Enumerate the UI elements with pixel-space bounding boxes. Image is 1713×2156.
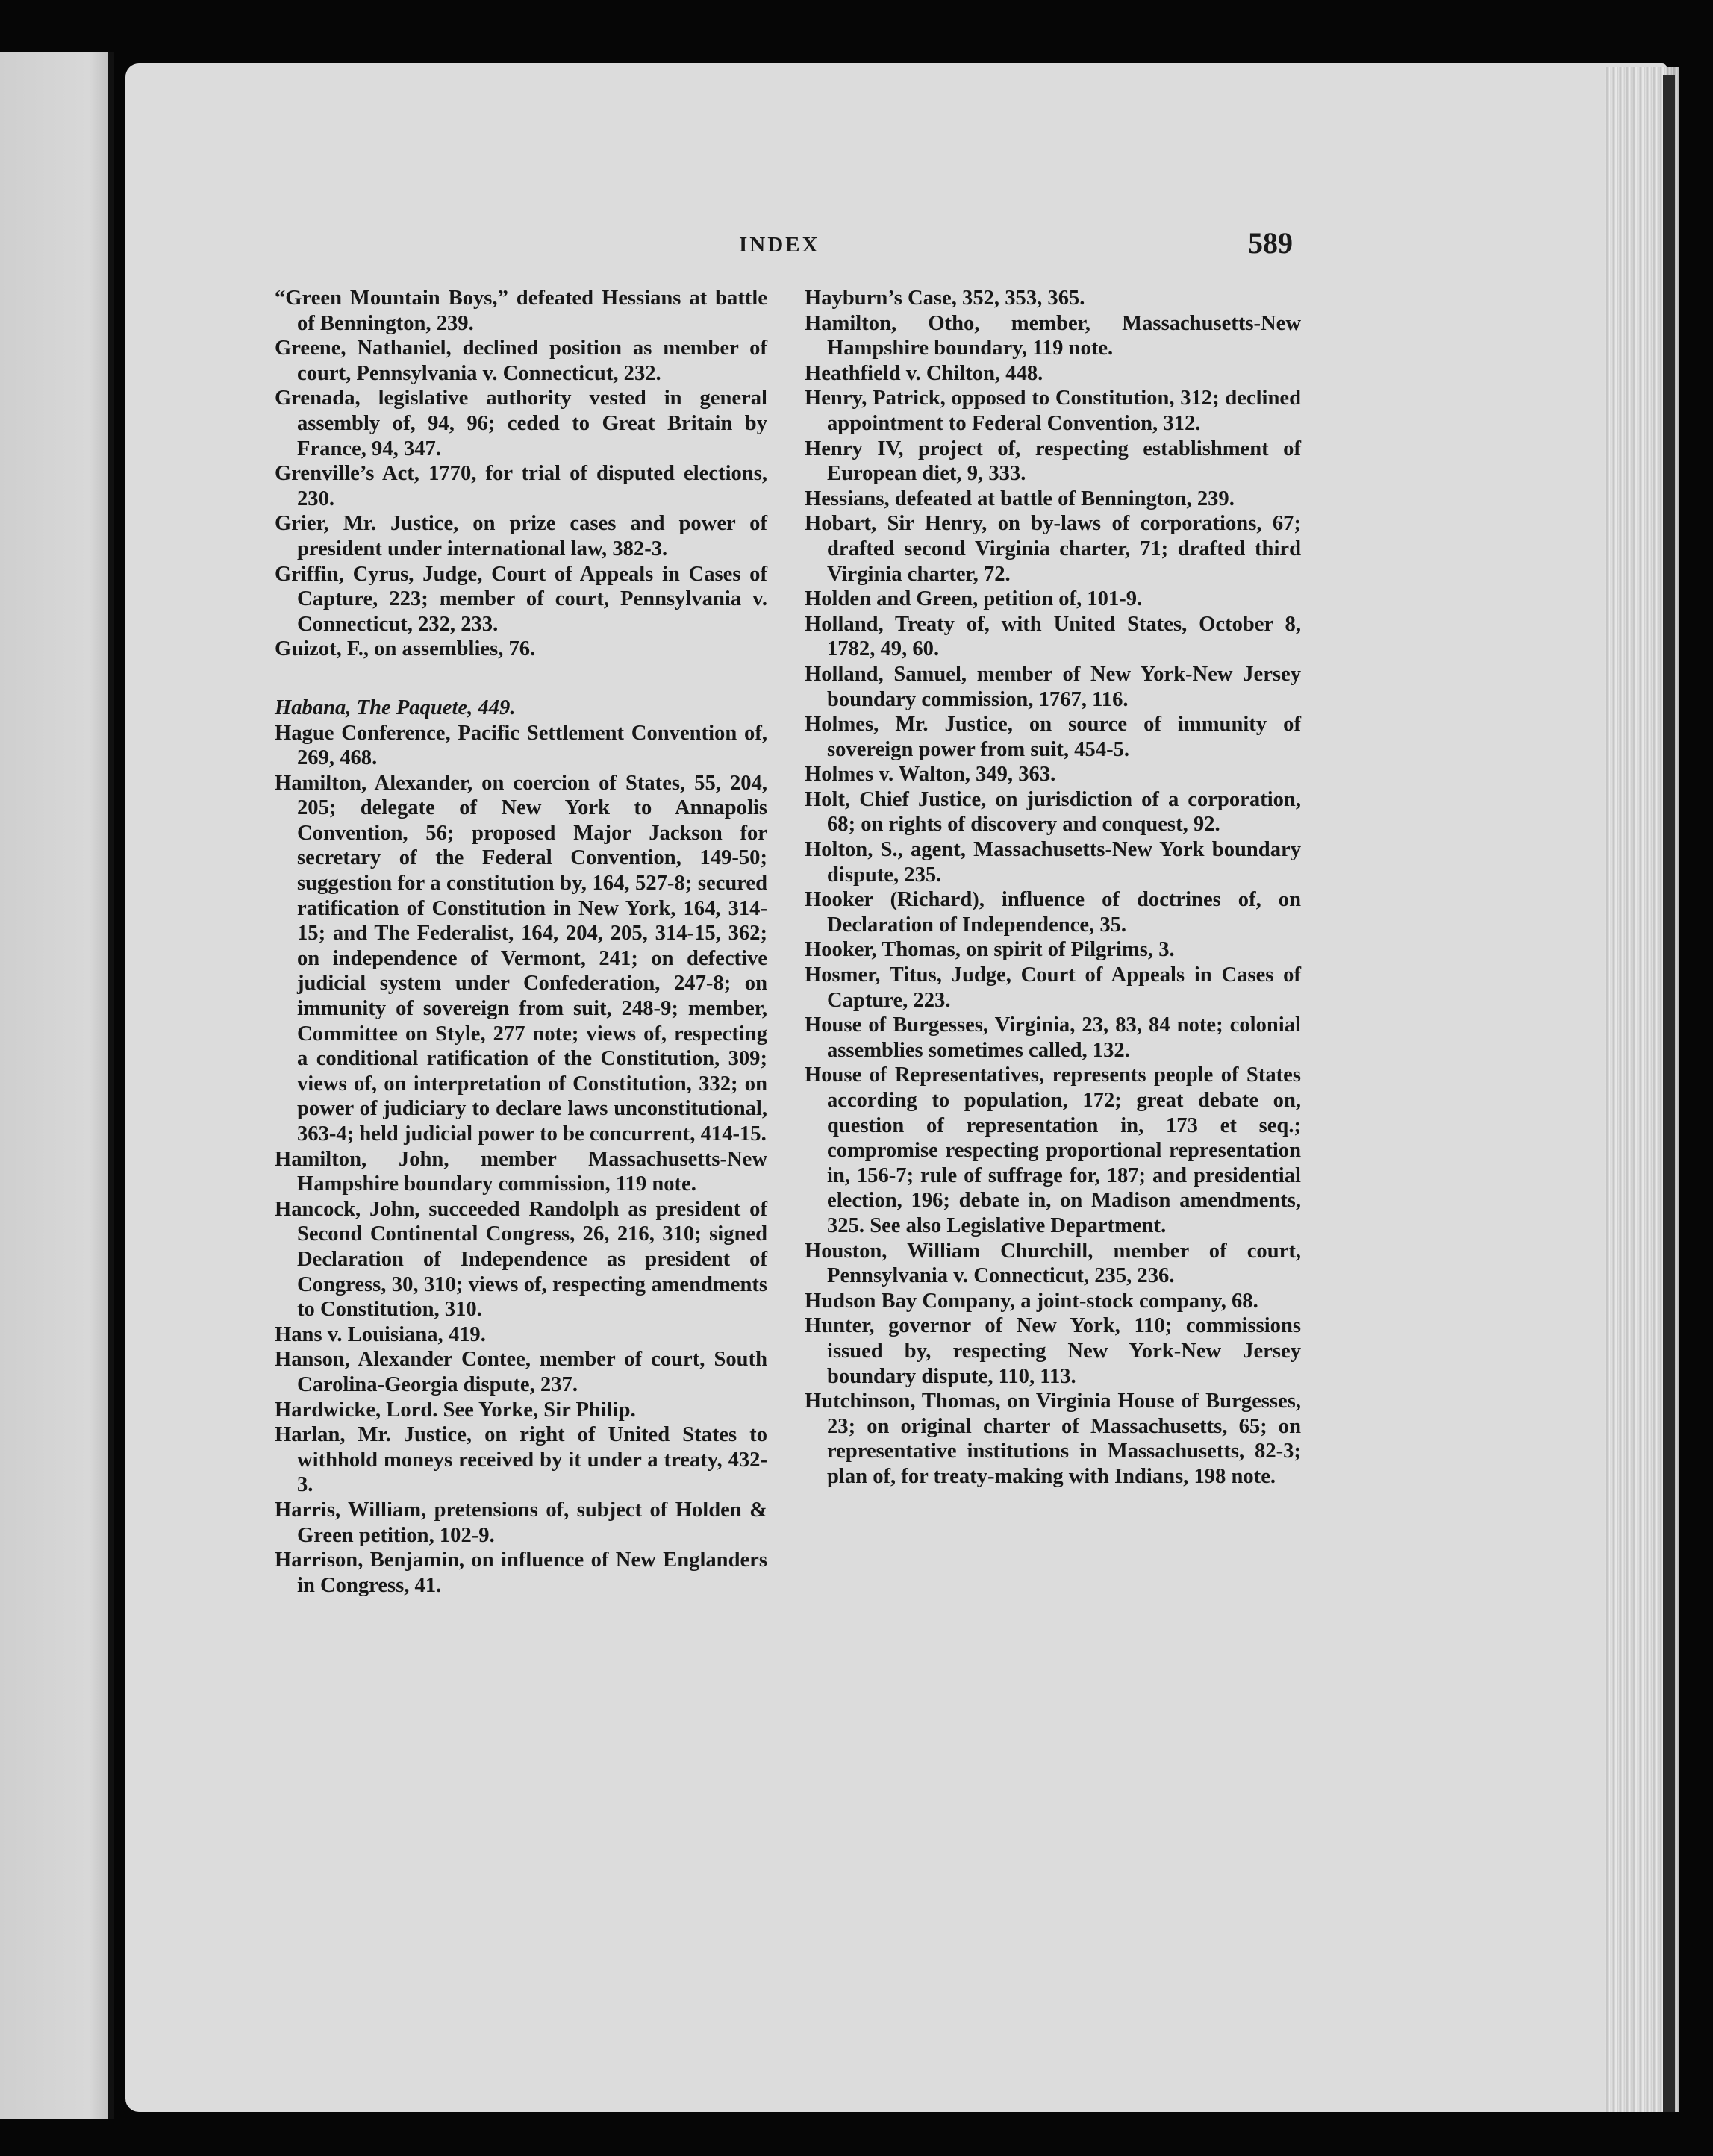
index-entry: Hunter, governor of New York, 110; commissions issued by, respecting New York-New Jersey boundary dispute, 110, 113.: [805, 1314, 1301, 1388]
left-column: [275, 286, 767, 1598]
index-entry: Harris, William, pretensions of, subject of Holden & Green petition, 102-9.: [275, 1498, 767, 1547]
index-entry: Hessians, defeated at battle of Bennington, 239.: [805, 487, 1235, 510]
index-entry: Holmes v. Walton, 349, 363.: [805, 763, 1056, 787]
index-entry: “Green Mountain Boys,” defeated Hessians at battle of Bennington, 239.: [275, 287, 767, 335]
index-entry: House of Representatives, represents people of States according to population, 172; great debate on, question of representation in, 173 et seq.; compromise respecting proportional representation in, 156-7; rule of suffrage for, 187; and presidential election, 196; debate in, on Madison amendments, 325. See also Legislative Department.: [805, 1063, 1301, 1237]
index-entry: Harrison, Benjamin, on influence of New Englanders in Congress, 41.: [275, 1549, 767, 1597]
index-entry: Hutchinson, Thomas, on Virginia House of Burgesses, 23; on original charter of Massachusetts, 65; on representative institutions in Massachusetts, 82-3; plan of, for treaty-making with Indians, 198 note.: [805, 1390, 1301, 1488]
index-entry: Grenada, legislative authority vested in general assembly of, 94, 96; ceded to Great Britain by France, 94, 347.: [275, 387, 767, 460]
cover-edge: [1663, 75, 1675, 2112]
index-entry: Grenville’s Act, 1770, for trial of disputed elections, 230.: [275, 462, 767, 510]
index-entry: Hobart, Sir Henry, on by-laws of corporations, 67; drafted second Virginia charter, 71; drafted third Virginia charter, 72.: [805, 512, 1301, 586]
index-entry: Guizot, F., on assemblies, 76.: [275, 637, 536, 661]
left-page-edge: [0, 52, 112, 2119]
index-entry: Hague Conference, Pacific Settlement Convention of, 269, 468.: [275, 721, 767, 770]
index-entry: Hooker, Thomas, on spirit of Pilgrims, 3.: [805, 938, 1175, 962]
index-entry: House of Burgesses, Virginia, 23, 83, 84 note; colonial assemblies sometimes called, 132.: [805, 1013, 1301, 1062]
index-entry: Hosmer, Titus, Judge, Court of Appeals in Cases of Capture, 223.: [805, 963, 1301, 1012]
index-entry: Holland, Samuel, member of New York-New Jersey boundary commission, 1767, 116.: [805, 662, 1301, 711]
index-entry: Hardwicke, Lord. See Yorke, Sir Philip.: [275, 1398, 636, 1422]
index-entry: Holden and Green, petition of, 101-9.: [805, 587, 1143, 611]
index-entry: Heathfield v. Chilton, 448.: [805, 361, 1043, 385]
index-entry: Hamilton, Alexander, on coercion of States, 55, 204, 205; delegate of New York to Annapolis Convention, 56; proposed Major Jackson for secretary of the Federal Convention, 149-50; suggestion for a constitution by, 164, 527-8; secured ratification of Constitution in New York, 164, 314-15; and The Federalist, 164, 204, 205, 314-15, 362; on independence of Vermont, 241; on defective judicial system under Confederation, 247-8; on immunity of sovereign from suit, 248-9; member, Committee on Style, 277 note; views of, respecting a conditional ratification of the Constitution, 309; views of, on interpretation of Constitution, 332; on power of judiciary to declare laws unconstitutional, 363-4; held judicial power to be concurrent, 414-15.: [275, 771, 767, 1146]
page-number: 589: [1248, 226, 1293, 260]
index-entry: Greene, Nathaniel, declined position as member of court, Pennsylvania v. Connecticut, 232.: [275, 337, 767, 385]
book-gutter: [108, 52, 114, 2119]
index-entry: Hamilton, John, member Massachusetts-New Hampshire boundary commission, 119 note.: [275, 1147, 767, 1196]
index-entry: Henry, Patrick, opposed to Constitution, 312; declined appointment to Federal Convention, 312.: [805, 387, 1301, 435]
index-entry: Henry IV, project of, respecting establishment of European diet, 9, 333.: [805, 437, 1301, 486]
index-entry: Holton, S., agent, Massachusetts-New York boundary dispute, 235.: [805, 838, 1301, 887]
right-column: [805, 286, 1301, 1490]
index-entry: Hans v. Louisiana, 419.: [275, 1322, 486, 1346]
index-entry: Hamilton, Otho, member, Massachusetts-New Hampshire boundary, 119 note.: [805, 311, 1301, 360]
index-entry: Holland, Treaty of, with United States, October 8, 1782, 49, 60.: [805, 612, 1301, 661]
index-entry: Hooker (Richard), influence of doctrines of, on Declaration of Independence, 35.: [805, 888, 1301, 937]
index-entry: Harlan, Mr. Justice, on right of United States to withhold moneys received by it under a treaty, 432-3.: [275, 1423, 767, 1497]
index-entry: Hancock, John, succeeded Randolph as president of Second Continental Congress, 26, 216, 310; signed Declaration of Independence as president of Congress, 30, 310; views of, respecting amendments to Constitution, 310.: [275, 1197, 767, 1322]
index-entry: Houston, William Churchill, member of court, Pennsylvania v. Connecticut, 235, 236.: [805, 1239, 1301, 1288]
index-entry: Holt, Chief Justice, on jurisdiction of a corporation, 68; on rights of discovery and conquest, 92.: [805, 787, 1301, 837]
index-entry: Hanson, Alexander Contee, member of court, South Carolina-Georgia dispute, 237.: [275, 1348, 767, 1396]
index-entry: Hudson Bay Company, a joint-stock company, 68.: [805, 1289, 1258, 1313]
running-head: INDEX: [739, 233, 820, 257]
index-entry: Habana, The Paquete, 449.: [275, 696, 516, 719]
index-entry: Grier, Mr. Justice, on prize cases and power of president under international law, 382-3.: [275, 512, 767, 560]
index-entry: Holmes, Mr. Justice, on source of immunity of sovereign power from suit, 454-5.: [805, 713, 1301, 761]
index-entry: Hayburn’s Case, 352, 353, 365.: [805, 287, 1085, 310]
index-entry: Griffin, Cyrus, Judge, Court of Appeals in Cases of Capture, 223; member of court, Pennsylvania v. Connecticut, 232, 233.: [275, 562, 767, 636]
